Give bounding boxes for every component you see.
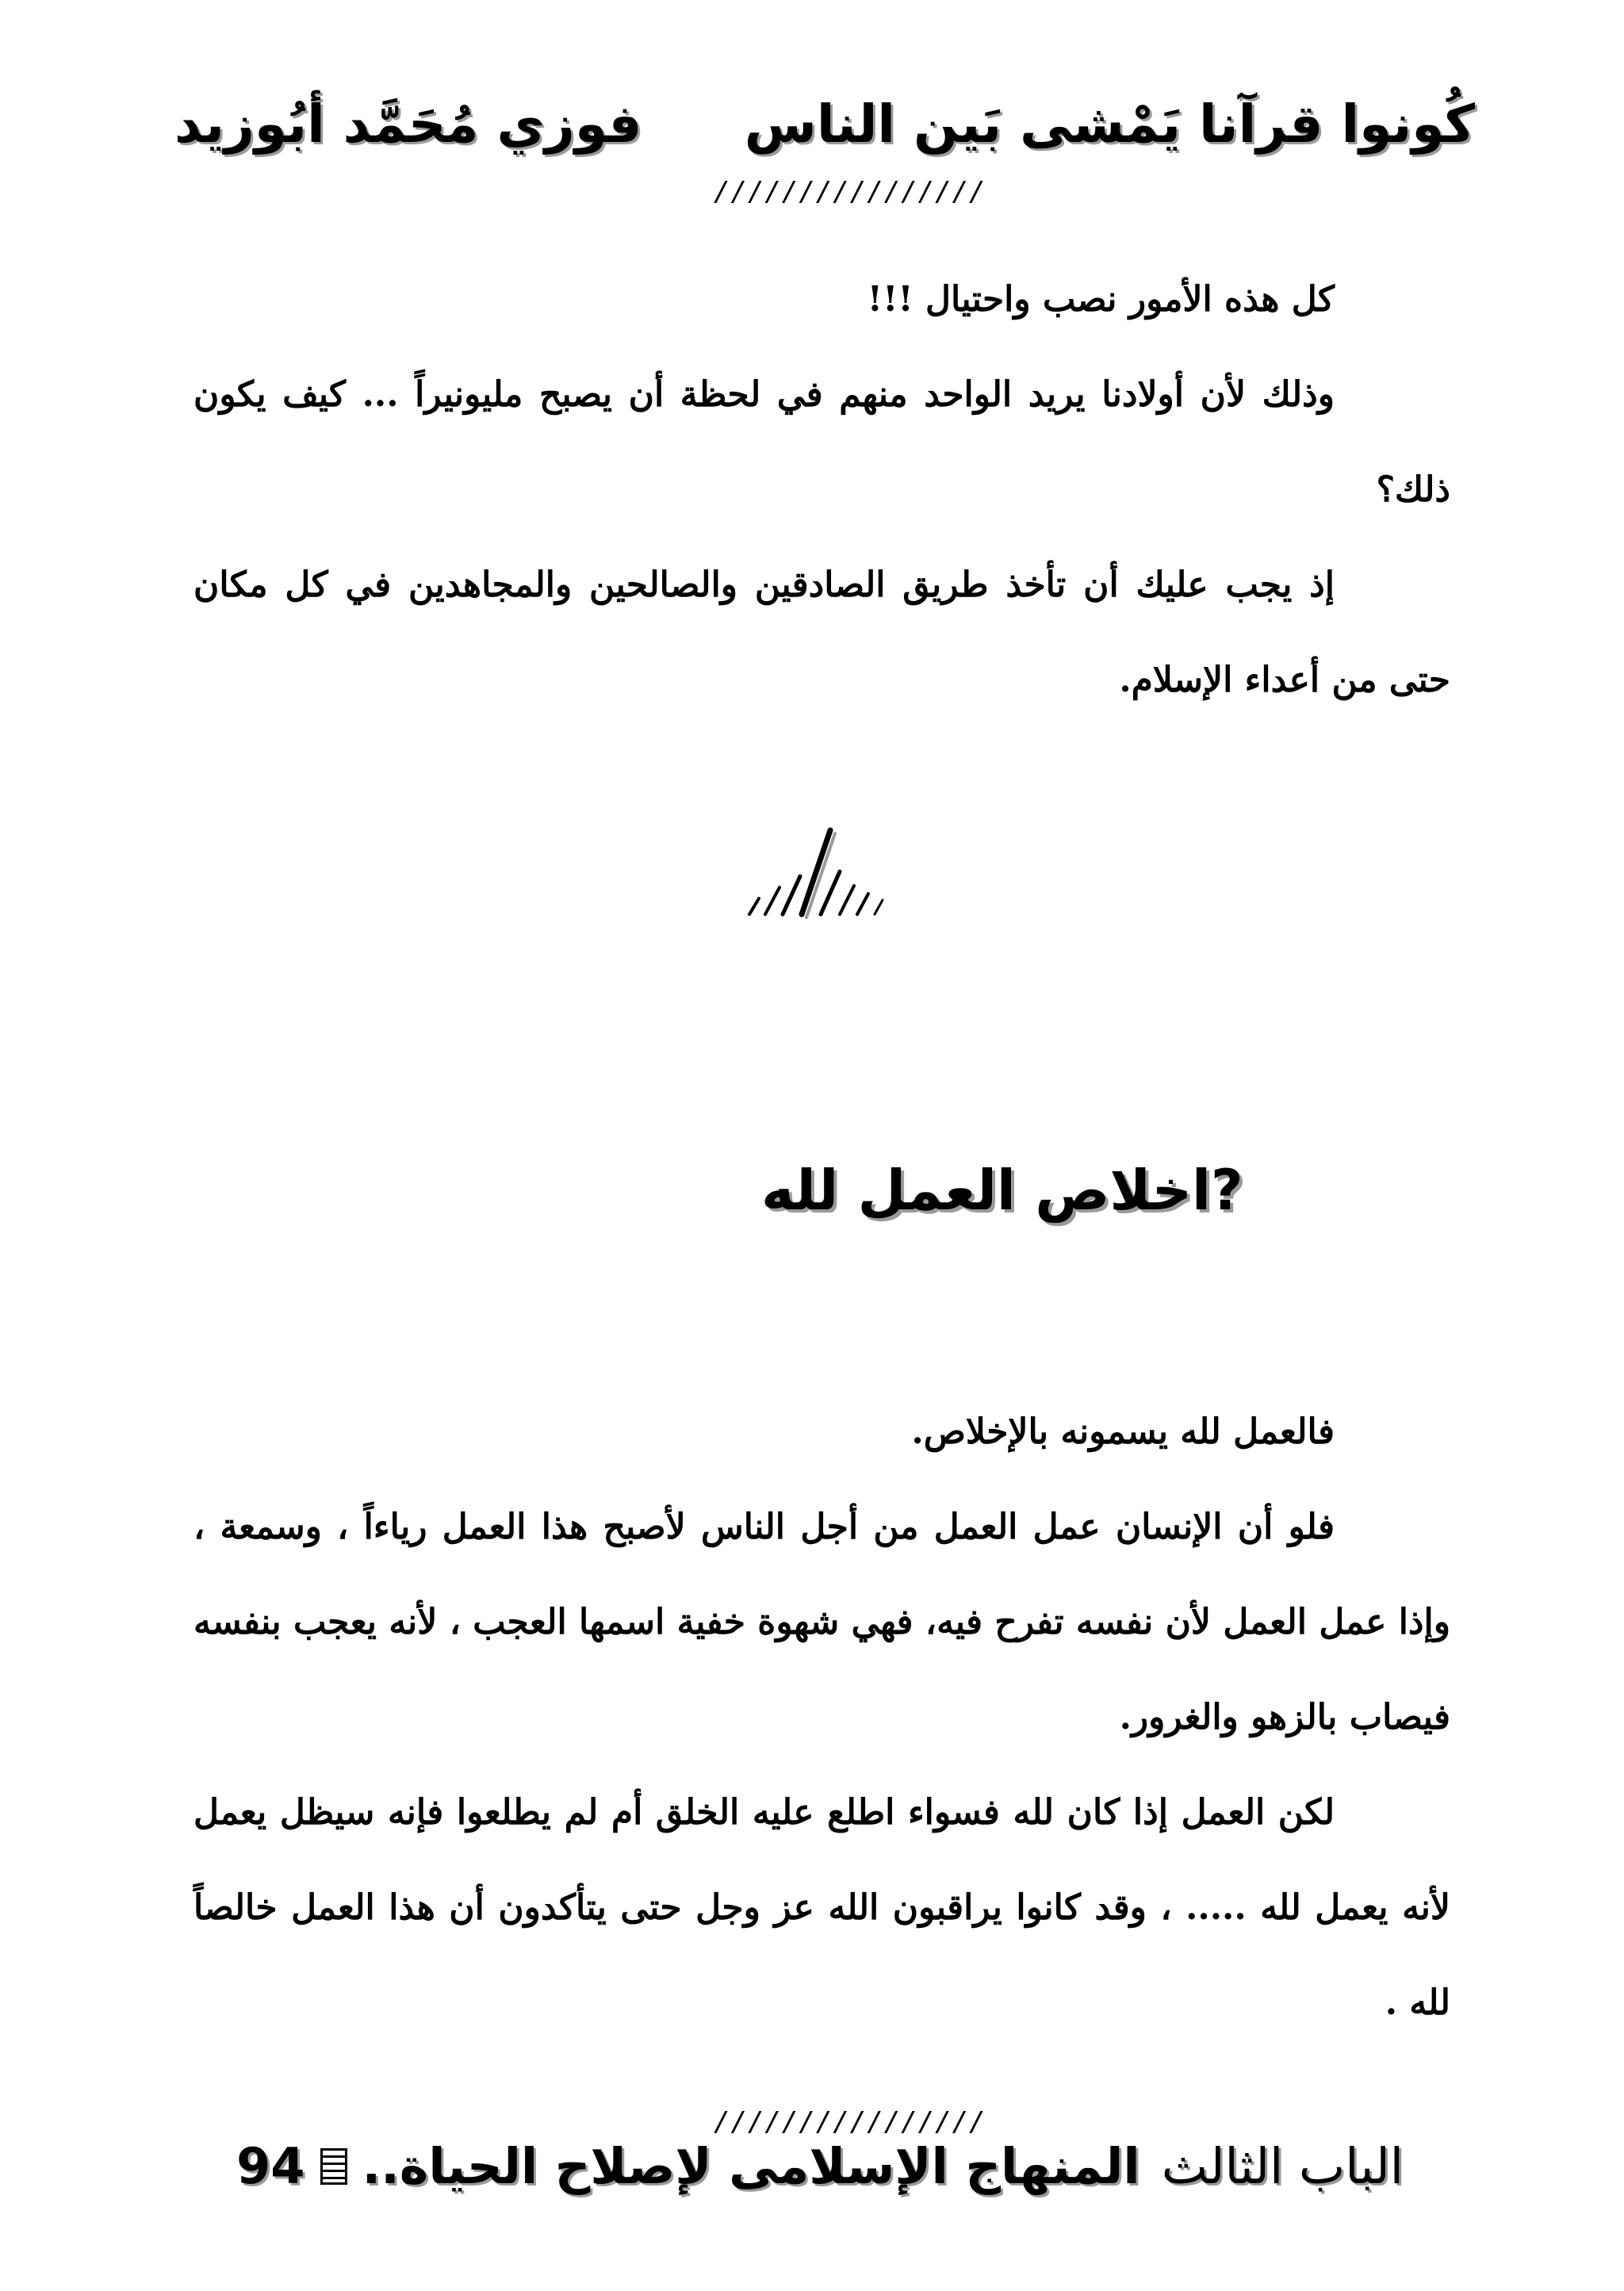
paragraph: وذلك لأن أولادنا يريد الواحد منهم في لحظة أن يصبح مليونيراً ... كيف يكون ذلك؟ — [193, 374, 1450, 510]
paragraph: فلو أن الإنسان عمل العمل من أجل الناس لأصبح هذا العمل رياءاً ، وسمعة ، وإذا عمل العمل لأن نفسه تفرح فيه، فهي شهوة خفية اسمها العجب ، لأنه يعجب بنفسه فيصاب بالزهو والغرور. — [193, 1507, 1450, 1737]
paragraph: كل هذه الأمور نصب واحتيال !!! — [867, 279, 1335, 320]
paragraph: إذ يجب عليك أن تأخذ طريق الصادقين والصالحين والمجاهدين في كل مكان حتى من أعداء الإسلام. — [193, 565, 1450, 700]
header-divider: //////////////// — [714, 176, 986, 208]
footer-divider: //////////////// — [714, 2106, 986, 2138]
book-title: كُونوا قرآنا يَمْشى بَين الناس — [744, 94, 1475, 155]
paragraph: فالعمل لله يسمونه بالإخلاص. — [911, 1412, 1335, 1452]
section-heading: ?اخلاص العمل لله — [761, 1158, 1243, 1223]
page-icon — [320, 2148, 347, 2185]
text-block-2 — [193, 1385, 1450, 2051]
page-number: 94 — [236, 2137, 305, 2195]
chapter-label: الباب الثالث — [1161, 2137, 1404, 2195]
page-footer — [238, 2137, 1404, 2224]
book-subtitle: المنهاج الإسلامى لإصلاح الحياة.. — [362, 2137, 1140, 2195]
slash-separator-icon — [741, 821, 916, 924]
paragraph: لكن العمل إذا كان لله فسواء اطلع عليه الخلق أم لم يطلعوا فإنه سيظل يعمل لأنه يعمل لله ..... ، وقد كانوا يراقبون الله عز وجل حتى يتأكدون أن هذا العمل خالصاً لله . — [193, 1792, 1450, 2023]
page-header — [174, 94, 1475, 181]
author-name: فوزي مُحَمَّد أبُوزيد — [174, 94, 642, 155]
text-block-1 — [193, 252, 1450, 728]
